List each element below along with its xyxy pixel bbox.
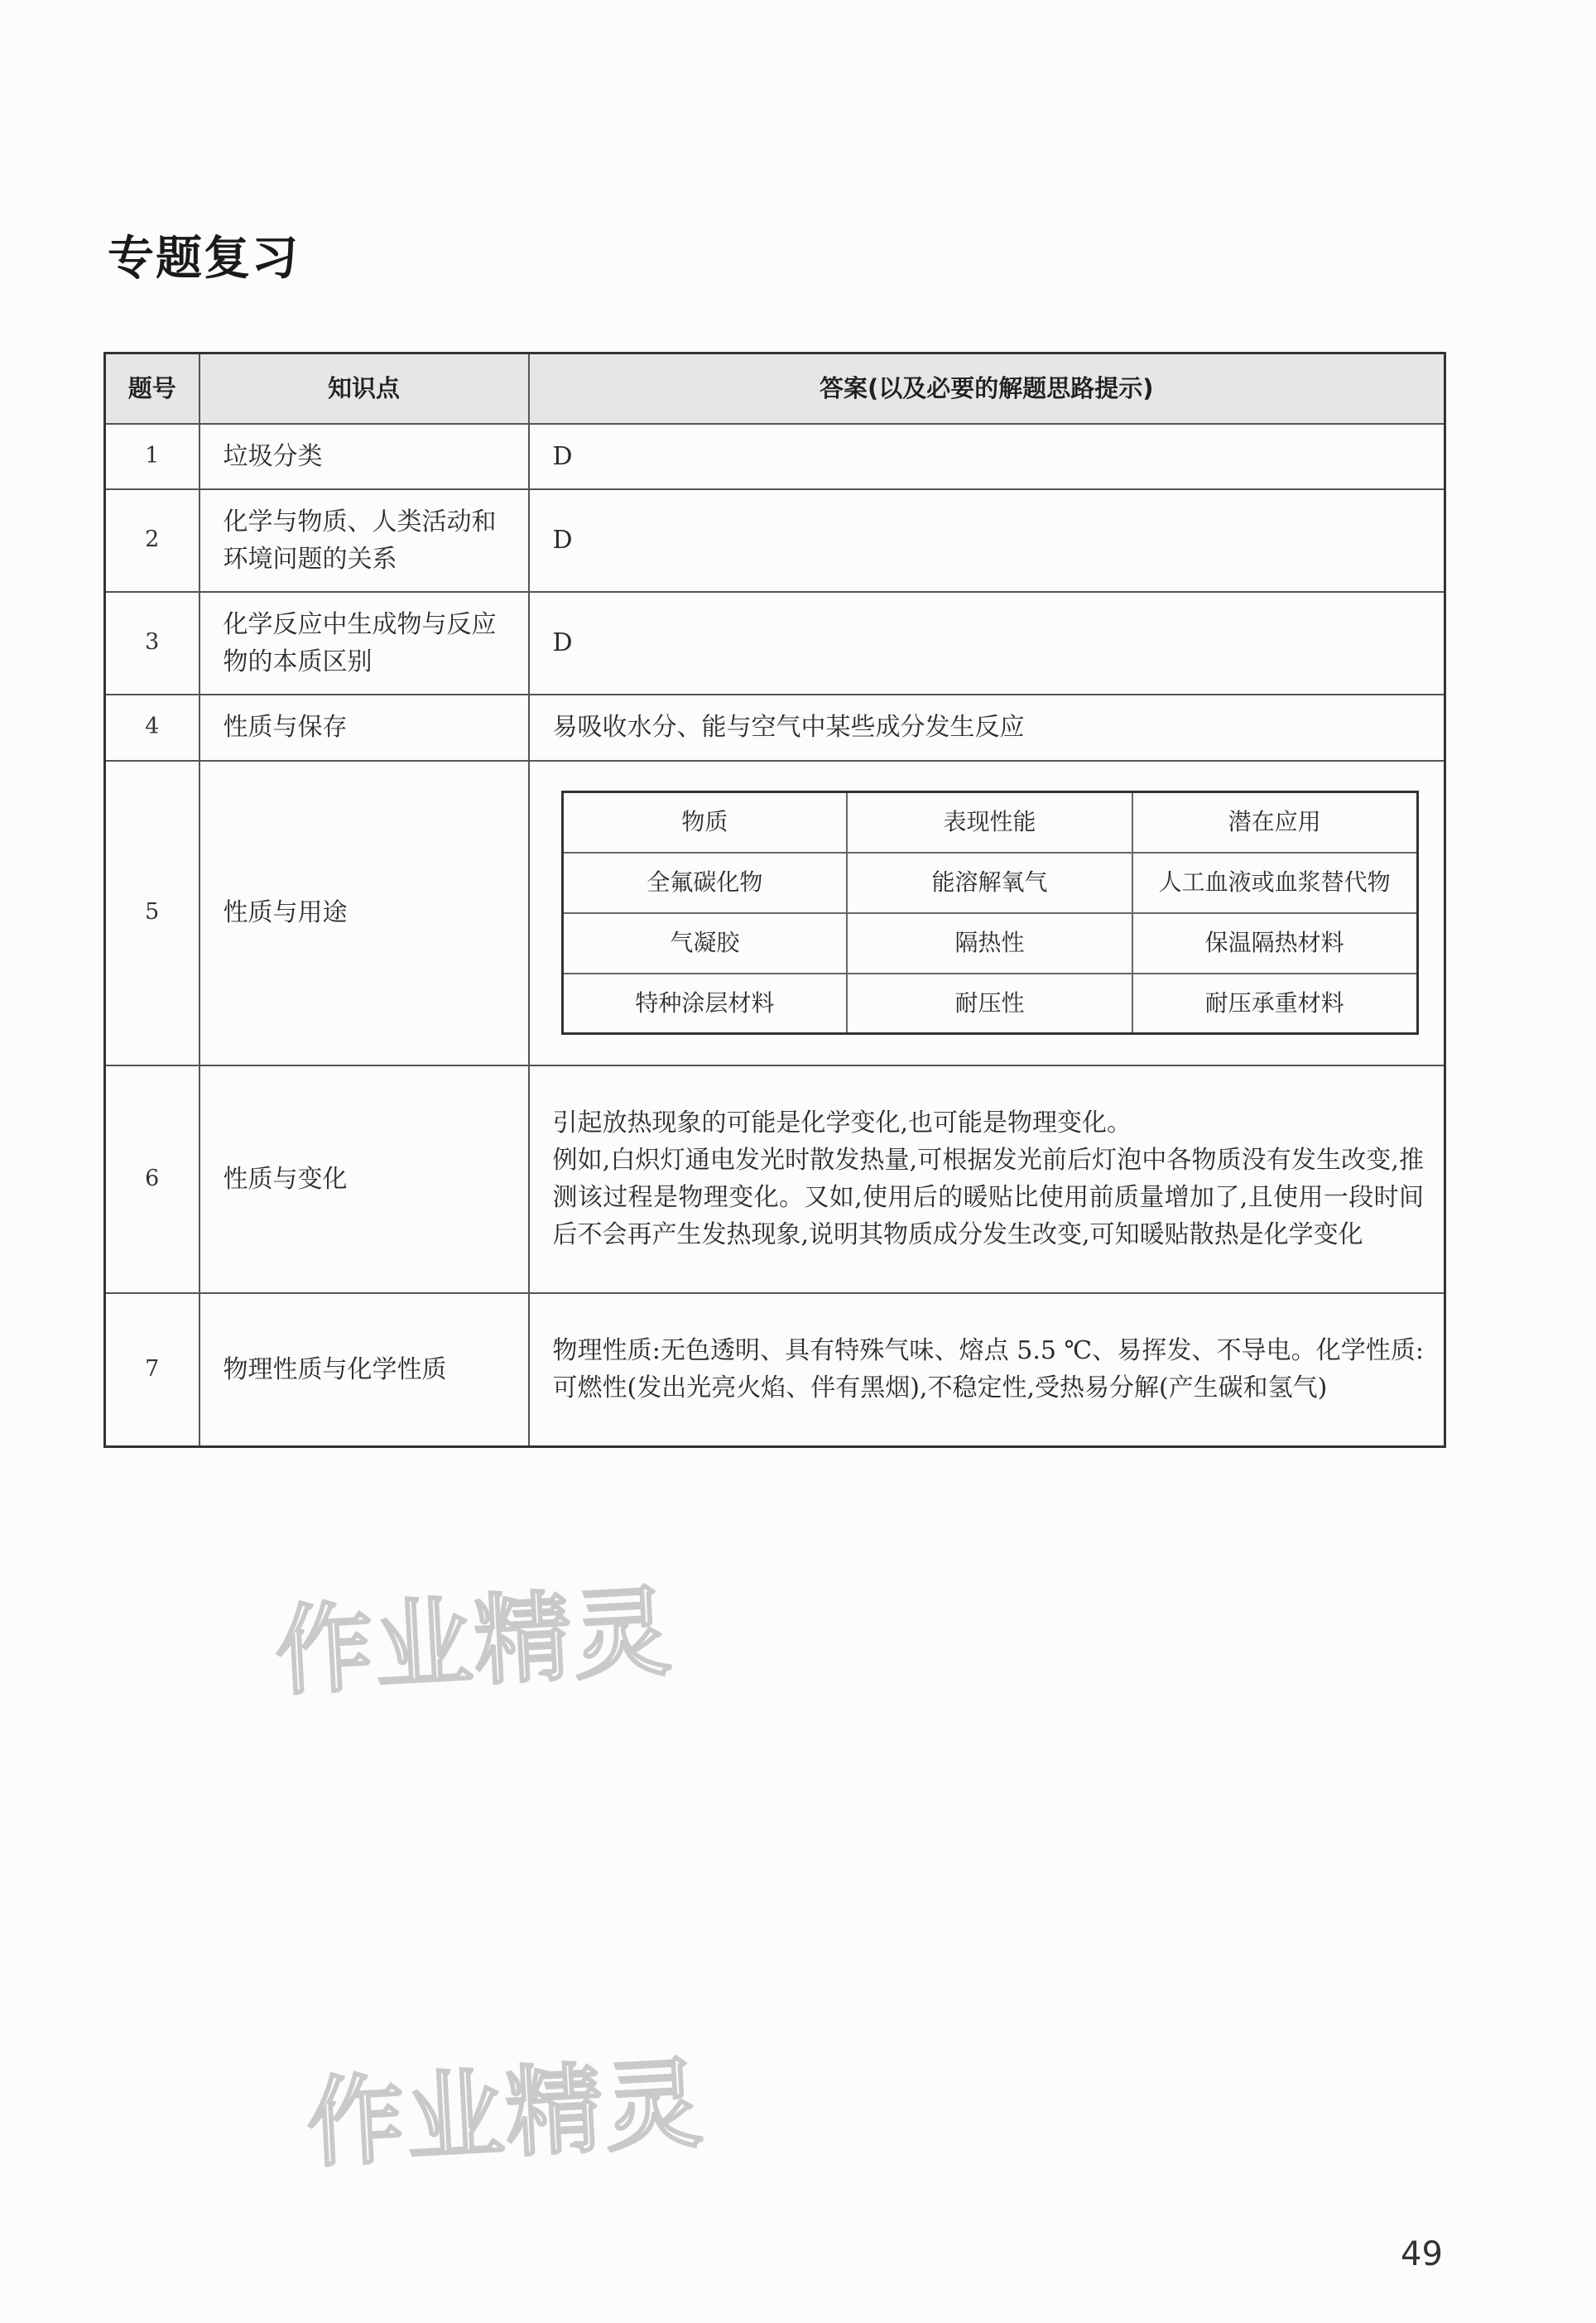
row-number: 1 bbox=[105, 424, 200, 489]
row-number: 4 bbox=[105, 695, 200, 761]
row-number: 6 bbox=[105, 1065, 200, 1293]
inner-header-substance: 物质 bbox=[562, 792, 847, 853]
header-knowledge-point: 知识点 bbox=[200, 354, 529, 424]
row-answer bbox=[529, 1065, 1445, 1293]
answer-table bbox=[103, 352, 1446, 1448]
page-number: 49 bbox=[1401, 2235, 1443, 2273]
row-topic: 垃圾分类 bbox=[200, 424, 529, 489]
inner-cell: 气凝胶 bbox=[562, 913, 847, 974]
row-topic: 性质与用途 bbox=[200, 761, 529, 1065]
table-row bbox=[105, 1293, 1445, 1447]
row-answer: D bbox=[529, 489, 1445, 592]
row-number: 5 bbox=[105, 761, 200, 1065]
row-topic: 化学与物质、人类活动和环境问题的关系 bbox=[200, 489, 529, 592]
row-topic: 性质与变化 bbox=[200, 1065, 529, 1293]
row-topic: 物理性质与化学性质 bbox=[200, 1293, 529, 1447]
watermark: 作业精灵 bbox=[304, 2046, 707, 2181]
row-answer bbox=[529, 761, 1445, 1065]
inner-cell: 特种涂层材料 bbox=[562, 974, 847, 1034]
page-title: 专题复习 bbox=[108, 232, 300, 286]
row-number: 3 bbox=[105, 592, 200, 695]
inner-table-row bbox=[562, 974, 1417, 1034]
properties-table bbox=[561, 791, 1419, 1035]
inner-cell: 全氟碳化物 bbox=[562, 853, 847, 913]
table-header-row bbox=[105, 354, 1445, 424]
answer-line: 例如,白炽灯通电发光时散发热量,可根据发光前后灯泡中各物质没有发生改变,推测该过程是物理变化。又如,使用后的暖贴比使用前质量增加了,且使用一段时间后不会再产生发热现象,说明其物质成分发生改变,可知暖贴散热是化学变化 bbox=[552, 1146, 1424, 1249]
row-answer: 易吸收水分、能与空气中某些成分发生反应 bbox=[529, 695, 1445, 761]
inner-cell: 保温隔热材料 bbox=[1132, 913, 1417, 974]
row-number: 7 bbox=[105, 1293, 200, 1447]
row-answer: D bbox=[529, 424, 1445, 489]
inner-header-row bbox=[562, 792, 1417, 853]
inner-table-row bbox=[562, 853, 1417, 913]
table-row bbox=[105, 592, 1445, 695]
inner-cell: 耐压性 bbox=[847, 974, 1132, 1034]
watermark: 作业精灵 bbox=[272, 1574, 675, 1710]
table-row bbox=[105, 761, 1445, 1065]
table-row bbox=[105, 1065, 1445, 1293]
header-answer: 答案(以及必要的解题思路提示) bbox=[529, 354, 1445, 424]
inner-cell: 耐压承重材料 bbox=[1132, 974, 1417, 1034]
inner-cell: 人工血液或血浆替代物 bbox=[1132, 853, 1417, 913]
row-number: 2 bbox=[105, 489, 200, 592]
table-row bbox=[105, 424, 1445, 489]
inner-table-row bbox=[562, 913, 1417, 974]
row-topic: 化学反应中生成物与反应物的本质区别 bbox=[200, 592, 529, 695]
table-row bbox=[105, 695, 1445, 761]
row-answer: D bbox=[529, 592, 1445, 695]
row-topic: 性质与保存 bbox=[200, 695, 529, 761]
inner-cell: 隔热性 bbox=[847, 913, 1132, 974]
inner-header-performance: 表现性能 bbox=[847, 792, 1132, 853]
inner-header-application: 潜在应用 bbox=[1132, 792, 1417, 853]
table-row bbox=[105, 489, 1445, 592]
inner-cell: 能溶解氧气 bbox=[847, 853, 1132, 913]
header-number: 题号 bbox=[105, 354, 200, 424]
answer-line: 引起放热现象的可能是化学变化,也可能是物理变化。 bbox=[552, 1109, 1132, 1137]
row-answer: 物理性质:无色透明、具有特殊气味、熔点 5.5 ℃、易挥发、不导电。化学性质:可燃性(发出光亮火焰、伴有黑烟),不稳定性,受热易分解(产生碳和氢气) bbox=[529, 1293, 1445, 1447]
